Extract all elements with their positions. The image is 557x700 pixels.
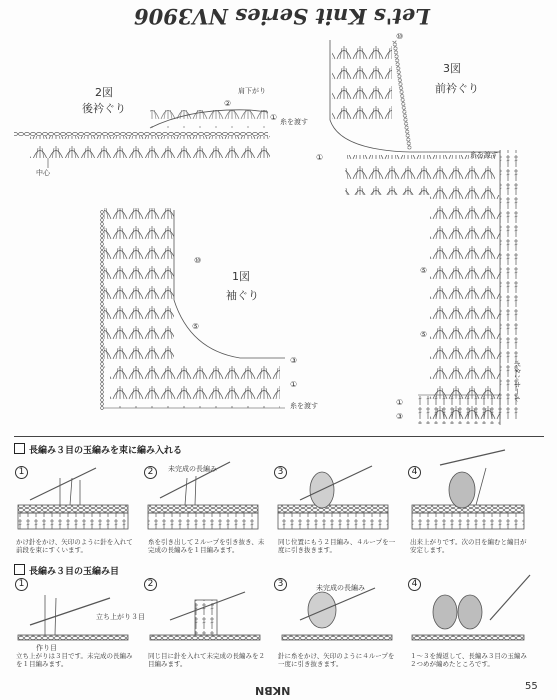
step-number: 2 <box>144 466 157 479</box>
step-caption: 針に糸をかけ、矢印のように４ループを一度に引き抜きます。 <box>278 652 395 668</box>
technique1-title: 長編み３目の玉編みを束に編み入れる <box>29 446 183 456</box>
row-number: ② <box>224 99 232 108</box>
row-number: ③ <box>290 356 298 365</box>
fig2-shoulder-note: 肩下がり <box>238 87 266 95</box>
fig2-back-neck-chart <box>14 110 270 168</box>
step-number: 3 <box>274 466 287 479</box>
row-number: ⑩ <box>396 32 404 41</box>
page-number: 55 <box>525 681 538 692</box>
row-number: ① <box>290 380 298 389</box>
technique2-heading <box>14 564 119 577</box>
row-number: ⑤ <box>420 266 428 275</box>
fig2-label: 2図 <box>95 86 113 99</box>
fig2-sublabel: 後衿ぐり <box>82 102 126 115</box>
publisher-logo: NKBN <box>255 684 291 697</box>
technique2-title: 長編み３目の玉編み目 <box>29 567 120 577</box>
row-number: ① <box>270 113 278 122</box>
row-number: ⑤ <box>192 322 200 331</box>
fig1-label: 1図 <box>232 270 250 283</box>
bobble-stitch-symbol-icon <box>14 443 25 454</box>
fig3-sublabel: 前衿ぐり <box>435 82 479 95</box>
turning-chain-note: 立ち上がり３目 <box>96 613 145 621</box>
fig3-label: 3図 <box>443 62 461 75</box>
incomplete-stitch-note: 未完成の長編み <box>168 465 217 473</box>
step-caption: かけ針をかけ、矢印のように針を入れて前段を束にすくいます。 <box>16 538 133 554</box>
foundation-chain-note: 作り目 <box>36 644 57 652</box>
step-caption: 立ち上がりは３目です。未完成の長編みを１目編みます。 <box>16 652 133 668</box>
step-number: 1 <box>15 578 28 591</box>
buttonhole-note: ボタンホール <box>513 360 521 402</box>
bobble-stitch-symbol-icon <box>14 564 25 575</box>
fig3-yarn-note: 糸を渡す <box>470 151 498 159</box>
fig2-center-note: 中心 <box>36 169 50 177</box>
step-caption: 糸を引き出して２ループを引き抜き、未完成の長編みを１目編みます。 <box>148 538 265 554</box>
section-divider <box>14 436 544 437</box>
fig1-sublabel: 袖ぐり <box>226 289 259 302</box>
row-number: ⑤ <box>420 330 428 339</box>
fig3-front-neck-chart <box>330 40 520 425</box>
step-number: 4 <box>408 466 421 479</box>
technique1-heading <box>14 443 182 456</box>
row-number: ⑩ <box>194 256 202 265</box>
technique1-illustrations <box>18 450 524 529</box>
fig2-yarn-note: 糸を渡す <box>280 118 308 126</box>
fig1-yarn-note: 糸を渡す <box>290 402 318 410</box>
step-number: 4 <box>408 578 421 591</box>
step-number: 3 <box>274 578 287 591</box>
step-caption: 同じ位置にもう２目編み、４ループを一度に引き抜きます。 <box>278 538 396 554</box>
step-caption: 同じ目に針を入れて未完成の長編みを２目編みます。 <box>148 652 265 668</box>
step-caption: 出来上がりです。次の目を編むと編目が安定します。 <box>410 538 527 554</box>
row-number: ① <box>316 153 324 162</box>
incomplete-stitch-note: 未完成の長編み <box>316 584 365 592</box>
step-number: 2 <box>144 578 157 591</box>
series-title: Let's Knit Series NV3906 <box>134 4 430 30</box>
row-number: ① <box>396 398 404 407</box>
row-number: ③ <box>396 412 404 421</box>
step-caption: １～３を繰返して、長編み３目の玉編み２つめが編めたところです。 <box>410 652 527 668</box>
fig1-armhole-chart <box>100 208 285 410</box>
step-number: 1 <box>15 466 28 479</box>
